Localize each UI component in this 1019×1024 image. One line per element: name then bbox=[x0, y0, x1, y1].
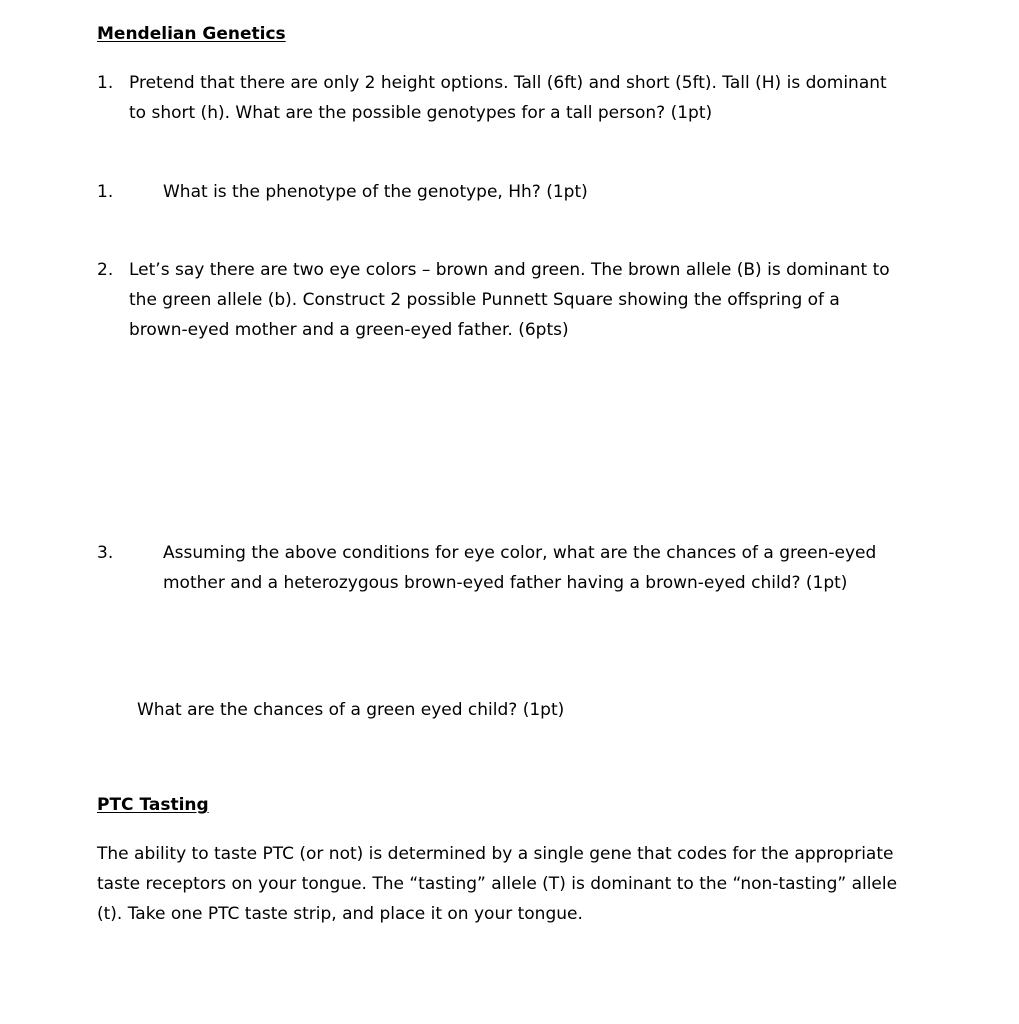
question-3-text bbox=[163, 538, 876, 598]
question-1b-text bbox=[163, 177, 588, 207]
question-1-line-2: to short (h). What are the possible genotypes for a tall person? (1pt) bbox=[129, 103, 713, 123]
question-2-line-3: brown-eyed mother and a green-eyed father. (6pts) bbox=[129, 320, 569, 340]
question-3-line-1: Assuming the above conditions for eye color, what are the chances of a green-eyed bbox=[163, 543, 877, 563]
ptc-paragraph-line-3: (t). Take one PTC taste strip, and place it on your tongue. bbox=[97, 904, 583, 924]
question-1b-line-1: What is the phenotype of the genotype, Hh? (1pt) bbox=[163, 182, 588, 202]
section-title-mendelian-genetics: Mendelian Genetics bbox=[97, 24, 286, 44]
ptc-paragraph-line-2: taste receptors on your tongue. The “tasting” allele (T) is dominant to the “non-tasting” allele bbox=[97, 874, 898, 894]
question-3-number: 3. bbox=[97, 543, 114, 563]
question-3b-line-1: What are the chances of a green eyed child? (1pt) bbox=[137, 700, 565, 720]
question-1b-number: 1. bbox=[97, 182, 114, 202]
question-2-line-1: Let’s say there are two eye colors – brown and green. The brown allele (B) is dominant to bbox=[129, 260, 890, 280]
question-2-text bbox=[129, 255, 890, 345]
question-3b-text bbox=[137, 695, 564, 725]
question-3-line-2: mother and a heterozygous brown-eyed father having a brown-eyed child? (1pt) bbox=[163, 573, 848, 593]
question-2-number: 2. bbox=[97, 260, 114, 280]
ptc-paragraph-line-1: The ability to taste PTC (or not) is determined by a single gene that codes for the appropriate bbox=[97, 844, 894, 864]
question-1-line-1: Pretend that there are only 2 height options. Tall (6ft) and short (5ft). Tall (H) is dominant bbox=[129, 73, 887, 93]
question-1-text bbox=[129, 68, 887, 128]
ptc-paragraph bbox=[97, 839, 897, 929]
question-2-line-2: the green allele (b). Construct 2 possible Punnett Square showing the offspring of a bbox=[129, 290, 840, 310]
question-1-number: 1. bbox=[97, 73, 114, 93]
section-title-ptc-tasting: PTC Tasting bbox=[97, 795, 209, 815]
